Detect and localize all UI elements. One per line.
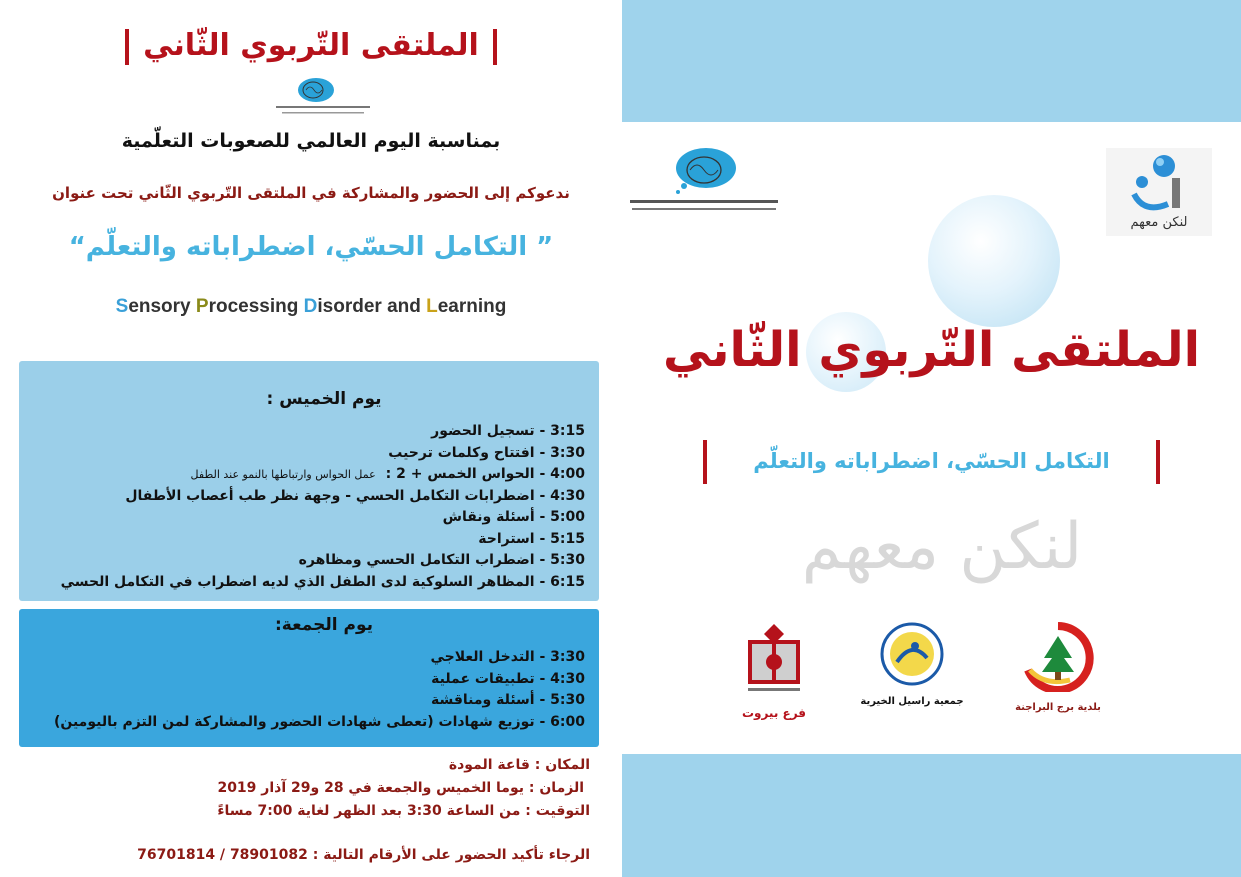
schedule-row xyxy=(61,572,585,594)
row-text: - استراحة xyxy=(478,530,551,547)
friday-schedule xyxy=(19,609,599,747)
partner-caption: بلدية برج البراجنة xyxy=(1015,702,1101,713)
row-text: - الحواس الخمس + 2 : xyxy=(385,466,551,482)
theme-english xyxy=(0,296,622,318)
subtitle-bar-left xyxy=(703,440,707,484)
word-sensory: ensory xyxy=(128,296,196,317)
schedule-row xyxy=(54,647,585,669)
row-time: 3:30 xyxy=(550,649,585,665)
rsvp-phones: الرجاء تأكيد الحضور على الأرقام التالية : 78901082 / 76701814 xyxy=(137,847,590,863)
cover-subtitle xyxy=(622,440,1241,484)
letter-l: L xyxy=(426,296,438,317)
schedule-row xyxy=(61,550,585,572)
word-learning: earning xyxy=(437,296,507,317)
partner-caption: فرع بيروت xyxy=(741,706,807,720)
partner-rasil xyxy=(852,622,972,707)
friday-list xyxy=(54,647,585,733)
event-hours: التوقيت : من الساعة 3:30 بعد الظهر لغاية 7:00 مساءً xyxy=(217,803,590,819)
word-processing: rocessing xyxy=(208,296,304,317)
watermark-text: لنكن معهم xyxy=(801,510,1083,584)
row-text: - اضطراب التكامل الحسي ومظاهره xyxy=(298,552,551,568)
row-time: 6:15 xyxy=(550,573,585,590)
theme-arabic: ” التكامل الحسّي، اضطراباته والتعلّم“ xyxy=(68,232,554,262)
schedule-row xyxy=(61,443,585,465)
row-time: 4:00 xyxy=(550,466,585,482)
row-text: - أسئلة ومناقشة xyxy=(431,692,551,708)
row-time: 4:30 xyxy=(550,670,585,687)
partner-caption: جمعية راسيل الخيرية xyxy=(860,696,964,707)
row-time: 5:30 xyxy=(550,552,585,568)
partner-burj-barajneh xyxy=(998,622,1118,713)
occasion-line: بمناسبة اليوم العالمي للصعوبات التعلّمية xyxy=(121,130,501,152)
bottom-blue-band xyxy=(622,754,1241,877)
letter-p: P xyxy=(195,296,209,317)
cover-subtitle-text: التكامل الحسّي، اضطراباته والتعلّم xyxy=(753,449,1110,473)
row-text: - التدخل العلاجي xyxy=(430,649,551,665)
national-day-logo xyxy=(268,74,378,120)
row-time: 5:00 xyxy=(550,509,585,525)
watermark-ball xyxy=(928,195,1060,327)
event-date: الزمان : يوما الخميس والجمعة في 28 و29 آذار 2019 xyxy=(217,780,584,796)
corner-logo-text: لنكن معهم xyxy=(1130,215,1188,230)
letter-d: D xyxy=(303,296,318,317)
cover-panel xyxy=(622,0,1241,877)
schedule-row xyxy=(61,529,585,551)
subtitle-bar-right xyxy=(1156,440,1160,484)
rasil-logo xyxy=(877,622,947,686)
schedule-row xyxy=(54,669,585,691)
schedule-row xyxy=(54,690,585,712)
thursday-title: يوم الخميس : xyxy=(266,389,382,409)
schedule-row xyxy=(61,464,585,486)
row-text: - أسئلة ونقاش xyxy=(442,509,551,525)
row-time: 3:30 xyxy=(550,444,585,461)
row-time: 4:30 xyxy=(550,487,585,504)
corner-logo xyxy=(1106,148,1212,236)
thursday-list xyxy=(61,421,585,593)
program-title-text: الملتقى التّربوي الثّاني xyxy=(143,28,479,63)
row-time: 5:30 xyxy=(550,692,585,708)
row-text: - توزيع شهادات (تعطى شهادات الحضور والمشاركة لمن التزم باليومين) xyxy=(53,713,551,730)
row-time: 6:00 xyxy=(550,713,585,730)
invitation-line: ندعوكم إلى الحضور والمشاركة في الملتقى التّربوي الثّاني تحت عنوان xyxy=(52,184,570,202)
event-place: المكان : قاعة المودة xyxy=(448,757,590,773)
letter-s: S xyxy=(115,296,129,317)
cover-title: الملتقى التّربوي الثّاني xyxy=(662,322,1201,378)
row-text: - افتتاح وكلمات ترحيب xyxy=(388,444,551,461)
row-text: - تطبيقات عملية xyxy=(431,670,551,687)
row-time: 3:15 xyxy=(550,423,585,439)
row-text: - المظاهر السلوكية لدى الطفل الذي لديه اضطراب في التكامل الحسي xyxy=(60,573,551,590)
row-text: - اضطرابات التكامل الحسي - وجهة نظر طب أعصاب الأطفال xyxy=(125,487,551,504)
schedule-row xyxy=(54,712,585,734)
top-blue-band xyxy=(622,0,1241,122)
thursday-schedule xyxy=(19,361,599,601)
national-day-logo xyxy=(624,146,784,222)
burj-barajneh-logo xyxy=(1020,622,1096,692)
title-bar-left xyxy=(125,29,129,65)
schedule-row xyxy=(61,421,585,443)
row-note: عمل الحواس وارتباطها بالنمو عند الطفل xyxy=(190,468,376,481)
partner-beirut-branch xyxy=(714,622,834,720)
row-text: - تسجيل الحضور xyxy=(431,423,551,439)
row-time: 5:15 xyxy=(550,530,585,547)
friday-title: يوم الجمعة: xyxy=(275,615,373,635)
word-disorder: isorder and xyxy=(317,296,427,317)
title-bar-right xyxy=(493,29,497,65)
schedule-row xyxy=(61,486,585,508)
beirut-branch-logo xyxy=(744,622,804,696)
schedule-row xyxy=(61,507,585,529)
program-title xyxy=(0,28,622,65)
